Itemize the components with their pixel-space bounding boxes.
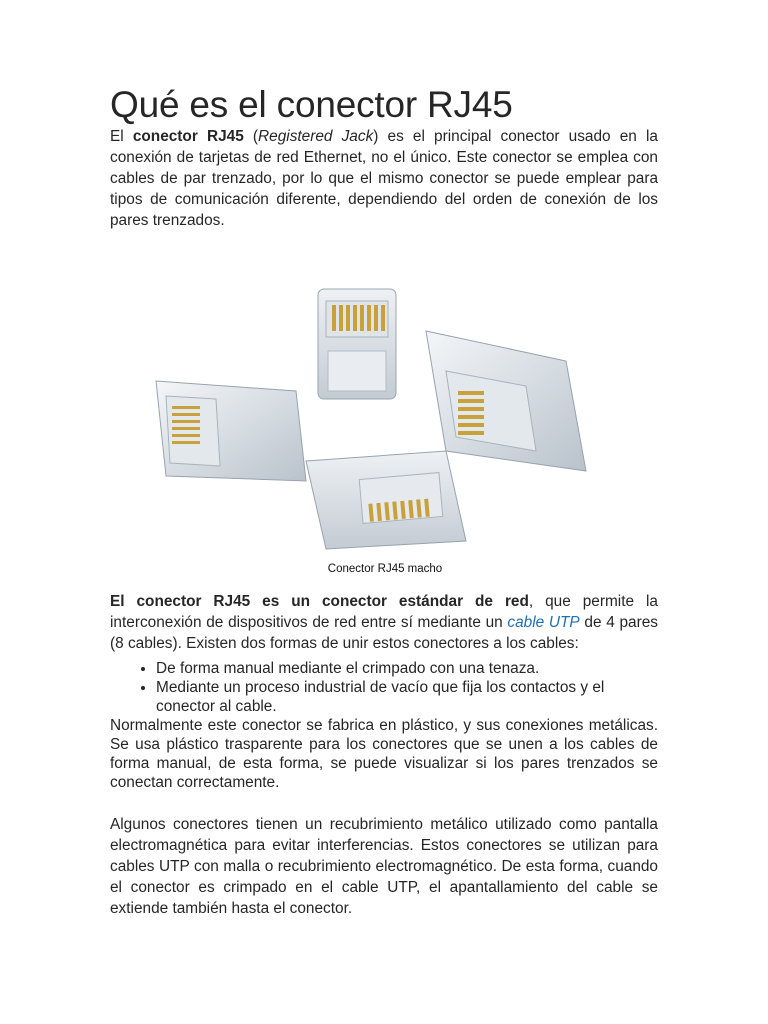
intro-paragraph	[110, 126, 658, 231]
material-paragraph: Normalmente este conector se fabrica en plástico, y sus conexiones metálicas. Se usa plástico trasparente para los conectores que se unen a los cables de forma manual, de esta forma, se puede visualizar si los pares trenzados se conectan correctamente.	[110, 717, 658, 791]
list-item: • Mediante un proceso industrial de vacío que fija los contactos y el conector al cable.	[156, 678, 658, 716]
definition-text-after: de 4 pares (8 cables). Existen dos formas de unir estos conectores a los cables:	[110, 614, 658, 652]
connector-right	[426, 331, 586, 471]
rj45-connectors-photo	[146, 261, 616, 551]
page-title: Qué es el conector RJ45	[110, 84, 513, 125]
intro-prefix: El	[110, 128, 133, 145]
connector-center	[306, 451, 466, 549]
cable-utp-link[interactable]: cable UTP	[507, 614, 580, 631]
figure-caption: Conector RJ45 macho	[327, 563, 443, 575]
list-item: • De forma manual mediante el crimpado con una tenaza.	[156, 659, 658, 678]
intro-bold-term: conector RJ45	[132, 128, 244, 145]
document-page	[110, 84, 658, 919]
shield-paragraph: Algunos conectores tienen un recubrimiento metálico utilizado como pantalla electromagnética para evitar interferencias. Estos conectores se utilizan para cables UTP con malla o recubrimiento electromagnético. De esta forma, cuando el conector es crimpado en el cable UTP, el apantallamiento del cable se extiende también hasta el conector.	[110, 816, 658, 917]
connector-top	[318, 289, 396, 399]
intro-paren: (	[243, 128, 259, 145]
definition-text: , que permite la interconexión de dispositivos de red entre sí mediante un	[110, 593, 658, 631]
connector-figure	[110, 261, 658, 551]
definition-bold: El conector RJ45 es un conector estándar de red	[110, 593, 529, 610]
definition-paragraph	[110, 591, 658, 654]
intro-italic-term: Registered Jack	[258, 128, 374, 145]
intro-rest: ) es el principal conector usado en la conexión de tarjetas de red Ethernet, no el único. Este conector se emplea con cables de par trenzado, por lo que el mismo conector se puede emplear para tipos de comunicación diferente, dependiendo del orden de conexión de los pares trenzados.	[110, 128, 658, 229]
connector-left	[156, 381, 306, 481]
methods-list	[110, 659, 658, 716]
